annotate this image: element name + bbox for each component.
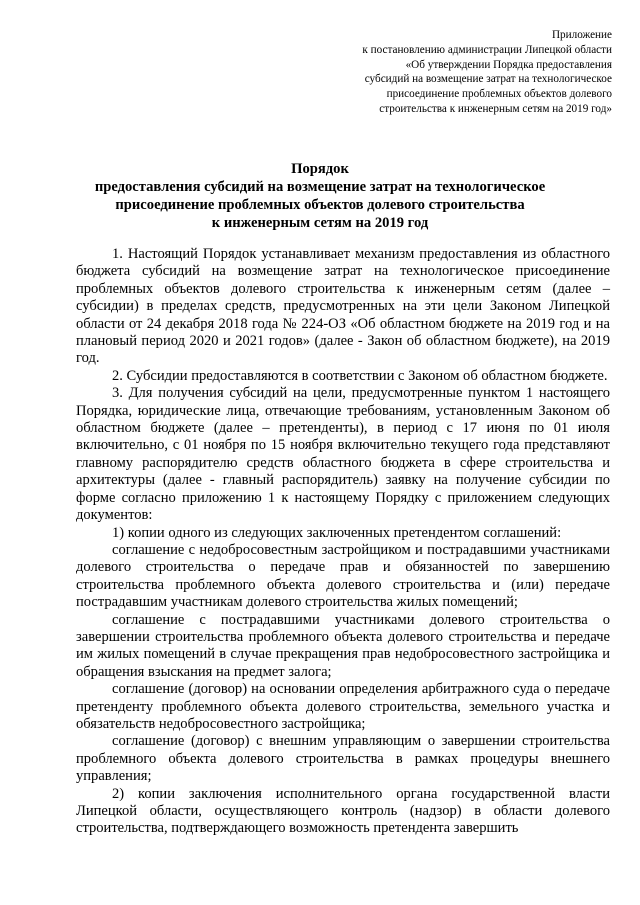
subitem-1: 1) копии одного из следующих заключенных претендентом соглашений: — [112, 524, 562, 541]
title-line: предоставления субсидий на возмещение затрат на технологическое — [94, 179, 546, 195]
agreement-item: соглашение с недобросовестным застройщиком и пострадавшими участниками долевого строительства о передаче прав и обязанностей по завершению строительства проблемного объекта долевого строительства и (или) передаче пострадавшим участникам долевого строительства жилых помещений; — [76, 541, 610, 611]
agreement-item: соглашение (договор) с внешним управляющим о завершении строительства проблемного объекта долевого строительства в рамках процедуры внешнего управления; — [76, 733, 610, 785]
appendix-line: строительства к инженерным сетям на 2019 год» — [379, 102, 612, 115]
document-body — [76, 246, 610, 838]
paragraph-2: 2. Субсидии предоставляются в соответствии с Законом об областном бюджете. — [112, 367, 608, 384]
agreement-item: соглашение с пострадавшими участниками долевого строительства о завершении строительства проблемного объекта долевого строительства и передаче им жилых помещений в случае прекращения прав недобросовестного застройщика и обращения взыскания на предмет залога; — [76, 611, 610, 680]
appendix-line: «Об утверждении Порядка предоставления — [405, 58, 612, 71]
agreement-item: соглашение (договор) на основании определения арбитражного суда о передаче претенденту проблемного объекта долевого строительства, земельного участка и обязательств недобросовестного застройщика; — [76, 681, 610, 732]
paragraph-1: 1. Настоящий Порядок устанавливает механизм предоставления из областного бюджета субсидий на возмещение затрат на технологическое присоединение проблемных объектов долевого строительства к инженерным сетям (далее – субсидии) в пределах средств, предусмотренных на эти цели Законом Липецкой области от 24 декабря 2018 года № 224-ОЗ «Об областном бюджете на 2019 год и на плановый период 2020 и 2021 годов» (далее - Закон об областном бюджете), на 2019 год. — [76, 246, 610, 367]
document-title — [0, 160, 640, 232]
subitem-2: 2) копии заключения исполнительного органа государственной власти Липецкой области, осуществляющего контроль (надзор) в области долевого строительства, подтверждающего возможность претендента завершить — [76, 785, 610, 837]
title-line: Порядок — [291, 161, 349, 177]
paragraph-3: 3. Для получения субсидий на цели, предусмотренные пунктом 1 настоящего Порядка, юридические лица, отвечающие требованиям, установленным Законом об областном бюджете (далее – претенденты), в период с 17 июня по 01 июля включительно, с 01 ноября по 15 ноября включительно текущего года представляют главному распорядителю средств областного бюджета в сфере строительства и архитектуры (далее - главный распорядитель) заявку на получение субсидии по форме согласно приложению 1 к настоящему Порядку с приложением следующих документов: — [76, 385, 610, 524]
appendix-header — [272, 28, 612, 117]
appendix-line: присоединение проблемных объектов долевого — [386, 88, 612, 101]
appendix-line: Приложение — [551, 29, 612, 41]
title-line: присоединение проблемных объектов долевого строительства — [115, 197, 525, 213]
appendix-line: субсидий на возмещение затрат на технологическое — [364, 73, 612, 86]
title-line: к инженерным сетям на 2019 год — [211, 215, 429, 231]
appendix-line: к постановлению администрации Липецкой области — [362, 43, 612, 56]
